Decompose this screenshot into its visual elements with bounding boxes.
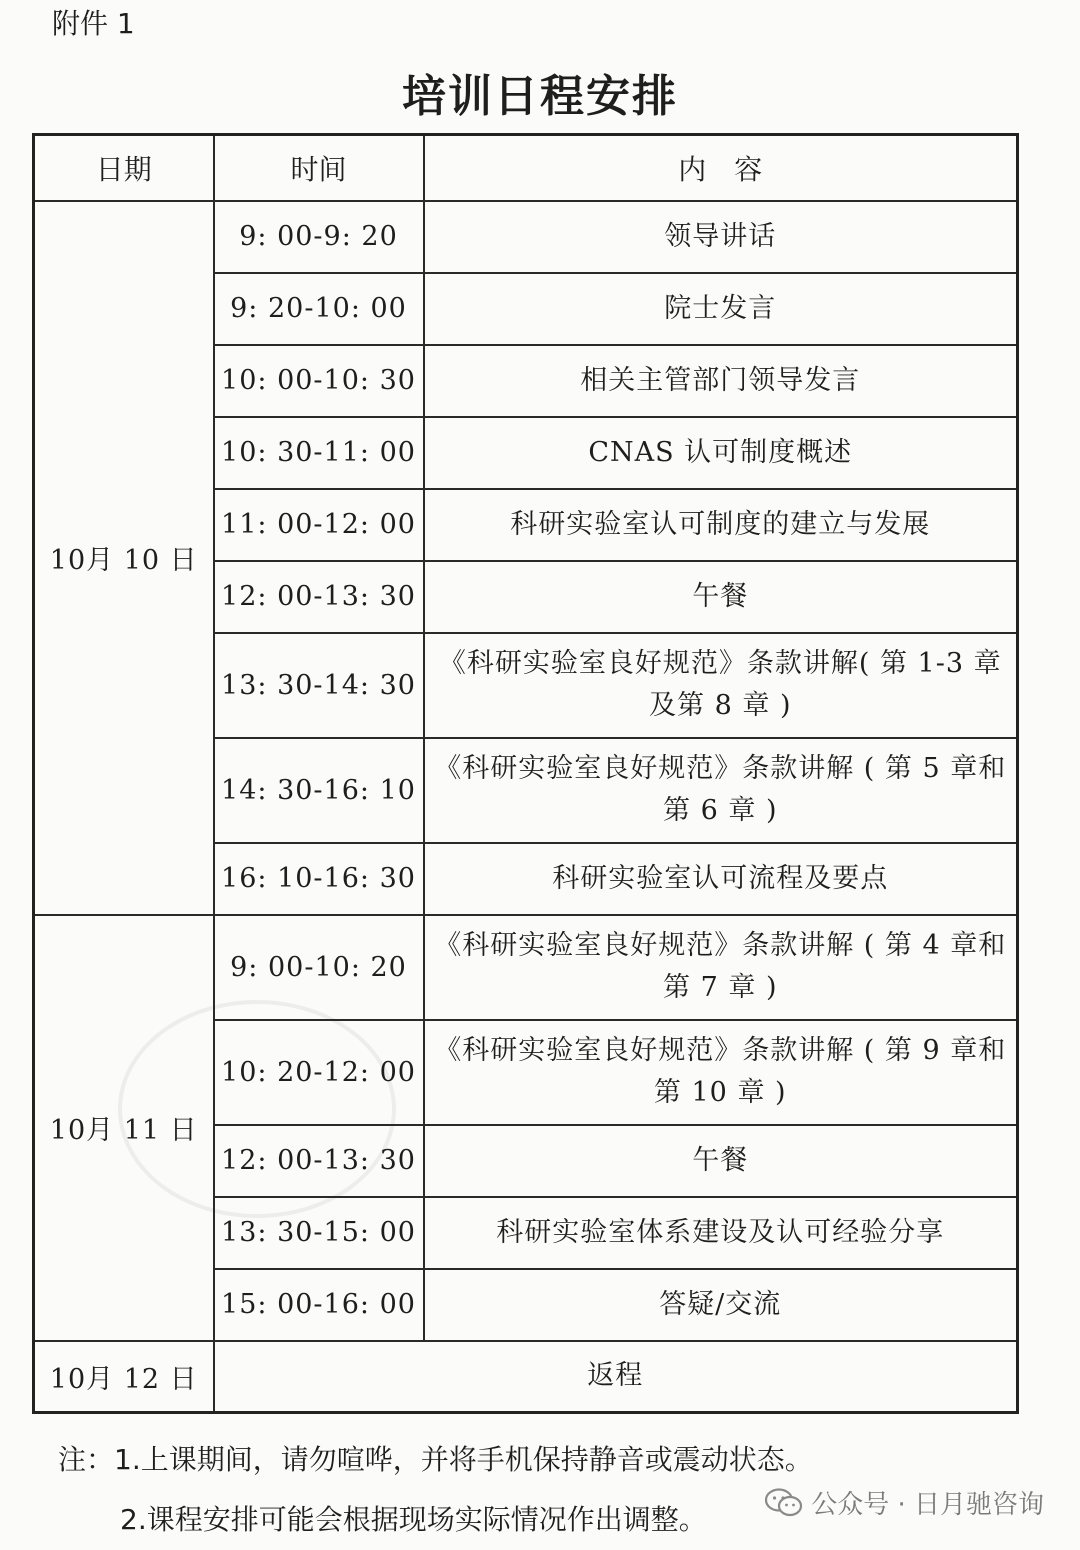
table-row	[34, 201, 1018, 273]
time-cell: 12: 00-13: 30	[214, 561, 424, 633]
page-title: 培训日程安排	[402, 71, 678, 122]
content-cell-merged: 返程	[214, 1341, 1018, 1413]
time-cell: 16: 10-16: 30	[214, 843, 424, 915]
content-cell: 科研实验室认可制度的建立与发展	[424, 489, 1018, 561]
time-cell: 12: 00-13: 30	[214, 1125, 424, 1197]
time-cell: 11: 00-12: 00	[214, 489, 424, 561]
content-cell: 科研实验室体系建设及认可经验分享	[424, 1197, 1018, 1269]
time-cell: 13: 30-14: 30	[214, 633, 424, 738]
header-time: 时间	[214, 135, 424, 201]
header-content: 内 容	[424, 135, 1018, 201]
content-cell: CNAS 认可制度概述	[424, 417, 1018, 489]
notes-block	[58, 1440, 813, 1540]
time-cell: 9: 00-9: 20	[214, 201, 424, 273]
attachment-label: 附件 1	[52, 7, 135, 40]
header-date: 日期	[34, 135, 214, 201]
time-cell: 15: 00-16: 00	[214, 1269, 424, 1341]
time-cell: 9: 00-10: 20	[214, 915, 424, 1020]
content-cell: 《科研实验室良好规范》条款讲解( 第 1-3 章及第 8 章 )	[424, 633, 1018, 738]
content-cell: 《科研实验室良好规范》条款讲解 ( 第 5 章和第 6 章 )	[424, 738, 1018, 843]
time-cell: 10: 00-10: 30	[214, 345, 424, 417]
content-cell: 答疑/交流	[424, 1269, 1018, 1341]
content-cell: 午餐	[424, 561, 1018, 633]
note-line-2: 2.课程安排可能会根据现场实际情况作出调整。	[120, 1503, 707, 1536]
watermark	[765, 1484, 1044, 1521]
watermark-text: 公众号 · 日月驰咨询	[811, 1490, 1044, 1520]
content-cell: 相关主管部门领导发言	[424, 345, 1018, 417]
wechat-icon	[765, 1488, 803, 1518]
content-cell: 《科研实验室良好规范》条款讲解 ( 第 9 章和第 10 章 )	[424, 1020, 1018, 1125]
time-cell: 10: 30-11: 00	[214, 417, 424, 489]
content-cell: 领导讲话	[424, 201, 1018, 273]
note-line-1: 注：1.上课期间，请勿喧哗，并将手机保持静音或震动状态。	[58, 1443, 813, 1476]
time-cell: 9: 20-10: 00	[214, 273, 424, 345]
table-row	[34, 915, 1018, 1020]
time-cell: 10: 20-12: 00	[214, 1020, 424, 1125]
content-cell: 院士发言	[424, 273, 1018, 345]
table-header-row	[34, 135, 1018, 201]
time-cell: 13: 30-15: 00	[214, 1197, 424, 1269]
schedule-table	[32, 133, 1019, 1414]
content-cell: 科研实验室认可流程及要点	[424, 843, 1018, 915]
date-cell: 10月 11 日	[34, 915, 214, 1341]
content-cell: 午餐	[424, 1125, 1018, 1197]
date-cell: 10月 12 日	[34, 1341, 214, 1413]
content-cell: 《科研实验室良好规范》条款讲解 ( 第 4 章和第 7 章 )	[424, 915, 1018, 1020]
date-cell: 10月 10 日	[34, 201, 214, 915]
table-row	[34, 1341, 1018, 1413]
time-cell: 14: 30-16: 10	[214, 738, 424, 843]
